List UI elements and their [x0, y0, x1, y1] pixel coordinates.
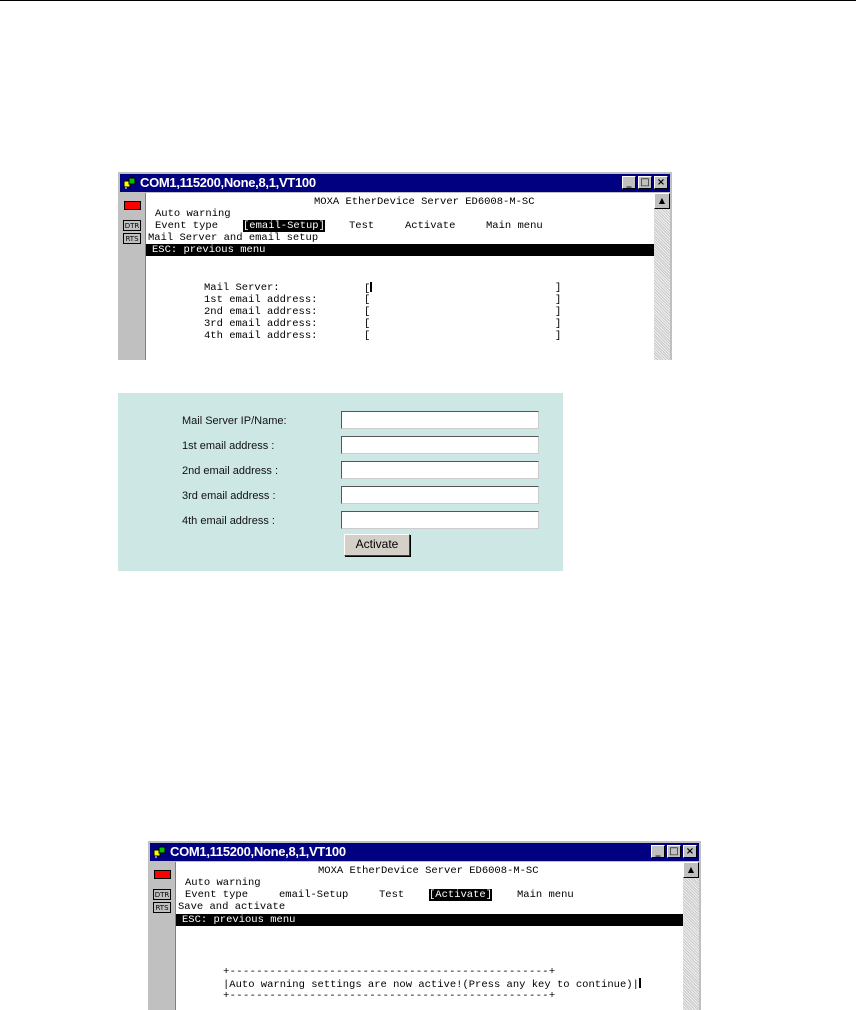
- dtr-indicator: DTR: [154, 891, 170, 899]
- maximize-button[interactable]: □: [667, 845, 681, 858]
- web-email-setup-panel: [118, 393, 563, 571]
- nav-item-email-setup[interactable]: email-Setup: [279, 889, 349, 901]
- maximize-button[interactable]: □: [638, 176, 652, 189]
- menu-title: Auto warning: [155, 208, 231, 220]
- terminal-screen[interactable]: [176, 862, 683, 1010]
- close-button[interactable]: ×: [654, 176, 668, 189]
- field-label: 3rd email address:: [204, 318, 318, 330]
- rts-indicator: RTS: [123, 233, 141, 244]
- app-icon: [153, 845, 167, 859]
- email-3-label: 3rd email address :: [182, 490, 276, 502]
- field-bracket-end: ]: [555, 330, 562, 342]
- section-title: Mail Server and email setup: [148, 232, 319, 244]
- field-label: Mail Server:: [204, 282, 280, 294]
- field-bracket-end: ]: [555, 294, 562, 306]
- dialog-border-bottom: +------------------------------------------------+: [223, 990, 556, 1002]
- esc-hint: ESC: previous menu: [182, 914, 296, 926]
- email-4-label: 4th email address :: [182, 515, 275, 527]
- scroll-up-arrow-icon[interactable]: ▲: [654, 193, 670, 209]
- vertical-scrollbar[interactable]: [683, 862, 699, 1010]
- email-2-input[interactable]: [341, 461, 539, 479]
- nav-item-activate[interactable]: [Activate]: [429, 889, 493, 901]
- dialog-border-top: +------------------------------------------------+: [223, 966, 556, 978]
- window-title: COM1,115200,None,8,1,VT100: [170, 844, 346, 859]
- field-label: 2nd email address:: [204, 306, 318, 318]
- nav-item-main-menu[interactable]: Main menu: [517, 889, 574, 901]
- email-1-field[interactable]: [: [364, 294, 371, 306]
- window-title: COM1,115200,None,8,1,VT100: [140, 175, 316, 190]
- email-4-input[interactable]: [341, 511, 539, 529]
- terminal-window-1: [118, 172, 672, 360]
- mail-server-input[interactable]: [341, 411, 539, 429]
- email-1-input[interactable]: [341, 436, 539, 454]
- terminal-window-2: [148, 841, 701, 1010]
- nav-label: Event type: [185, 889, 249, 901]
- signal-panel: [120, 193, 146, 360]
- app-icon: [123, 176, 137, 190]
- title-bar[interactable]: [120, 174, 670, 192]
- nav-label: Event type: [155, 220, 219, 232]
- rts-indicator: RTS: [153, 902, 171, 913]
- dialog-message-text: |Auto warning settings are now active!(Press any key to continue)|: [223, 979, 639, 991]
- field-label: 1st email address:: [204, 294, 318, 306]
- email-2-label: 2nd email address :: [182, 465, 278, 477]
- status-led-icon: [154, 870, 171, 879]
- field-bracket-end: ]: [555, 282, 562, 294]
- signal-panel: [150, 862, 176, 1010]
- nav-item-activate[interactable]: Activate: [405, 220, 456, 232]
- esc-hint-bar: [176, 914, 683, 926]
- nav-item-email-setup[interactable]: [email-Setup]: [243, 220, 325, 232]
- minimize-button[interactable]: _: [651, 845, 665, 858]
- activate-button[interactable]: Activate: [344, 534, 410, 556]
- nav-item-test[interactable]: Test: [379, 889, 405, 901]
- field-bracket-end: ]: [555, 318, 562, 330]
- terminal-screen[interactable]: [146, 193, 654, 360]
- title-bar[interactable]: [150, 843, 699, 861]
- field-label: 4th email address:: [204, 330, 318, 342]
- email-3-input[interactable]: [341, 486, 539, 504]
- scroll-up-arrow-icon[interactable]: ▲: [683, 862, 699, 878]
- email-3-field[interactable]: [: [364, 318, 371, 330]
- email-2-field[interactable]: [: [364, 306, 371, 318]
- device-header: MOXA EtherDevice Server ED6008-M-SC: [314, 196, 535, 208]
- email-1-label: 1st email address :: [182, 440, 275, 452]
- dtr-indicator: DTR: [124, 222, 140, 230]
- menu-title: Auto warning: [185, 877, 261, 889]
- nav-item-test[interactable]: Test: [349, 220, 375, 232]
- field-bracket-end: ]: [555, 306, 562, 318]
- close-button[interactable]: ×: [683, 845, 697, 858]
- nav-item-main-menu[interactable]: Main menu: [486, 220, 543, 232]
- section-title: Save and activate: [178, 901, 286, 913]
- esc-hint: ESC: previous menu: [152, 244, 266, 256]
- device-header: MOXA EtherDevice Server ED6008-M-SC: [318, 865, 539, 877]
- status-led-icon: [124, 201, 141, 210]
- vertical-scrollbar[interactable]: [654, 193, 670, 360]
- page-top-rule: [0, 0, 856, 1]
- mail-server-label: Mail Server IP/Name:: [182, 415, 287, 427]
- esc-hint-bar: [146, 244, 654, 256]
- mail-server-field[interactable]: [: [364, 283, 371, 295]
- email-4-field[interactable]: [: [364, 330, 371, 342]
- minimize-button[interactable]: _: [622, 176, 636, 189]
